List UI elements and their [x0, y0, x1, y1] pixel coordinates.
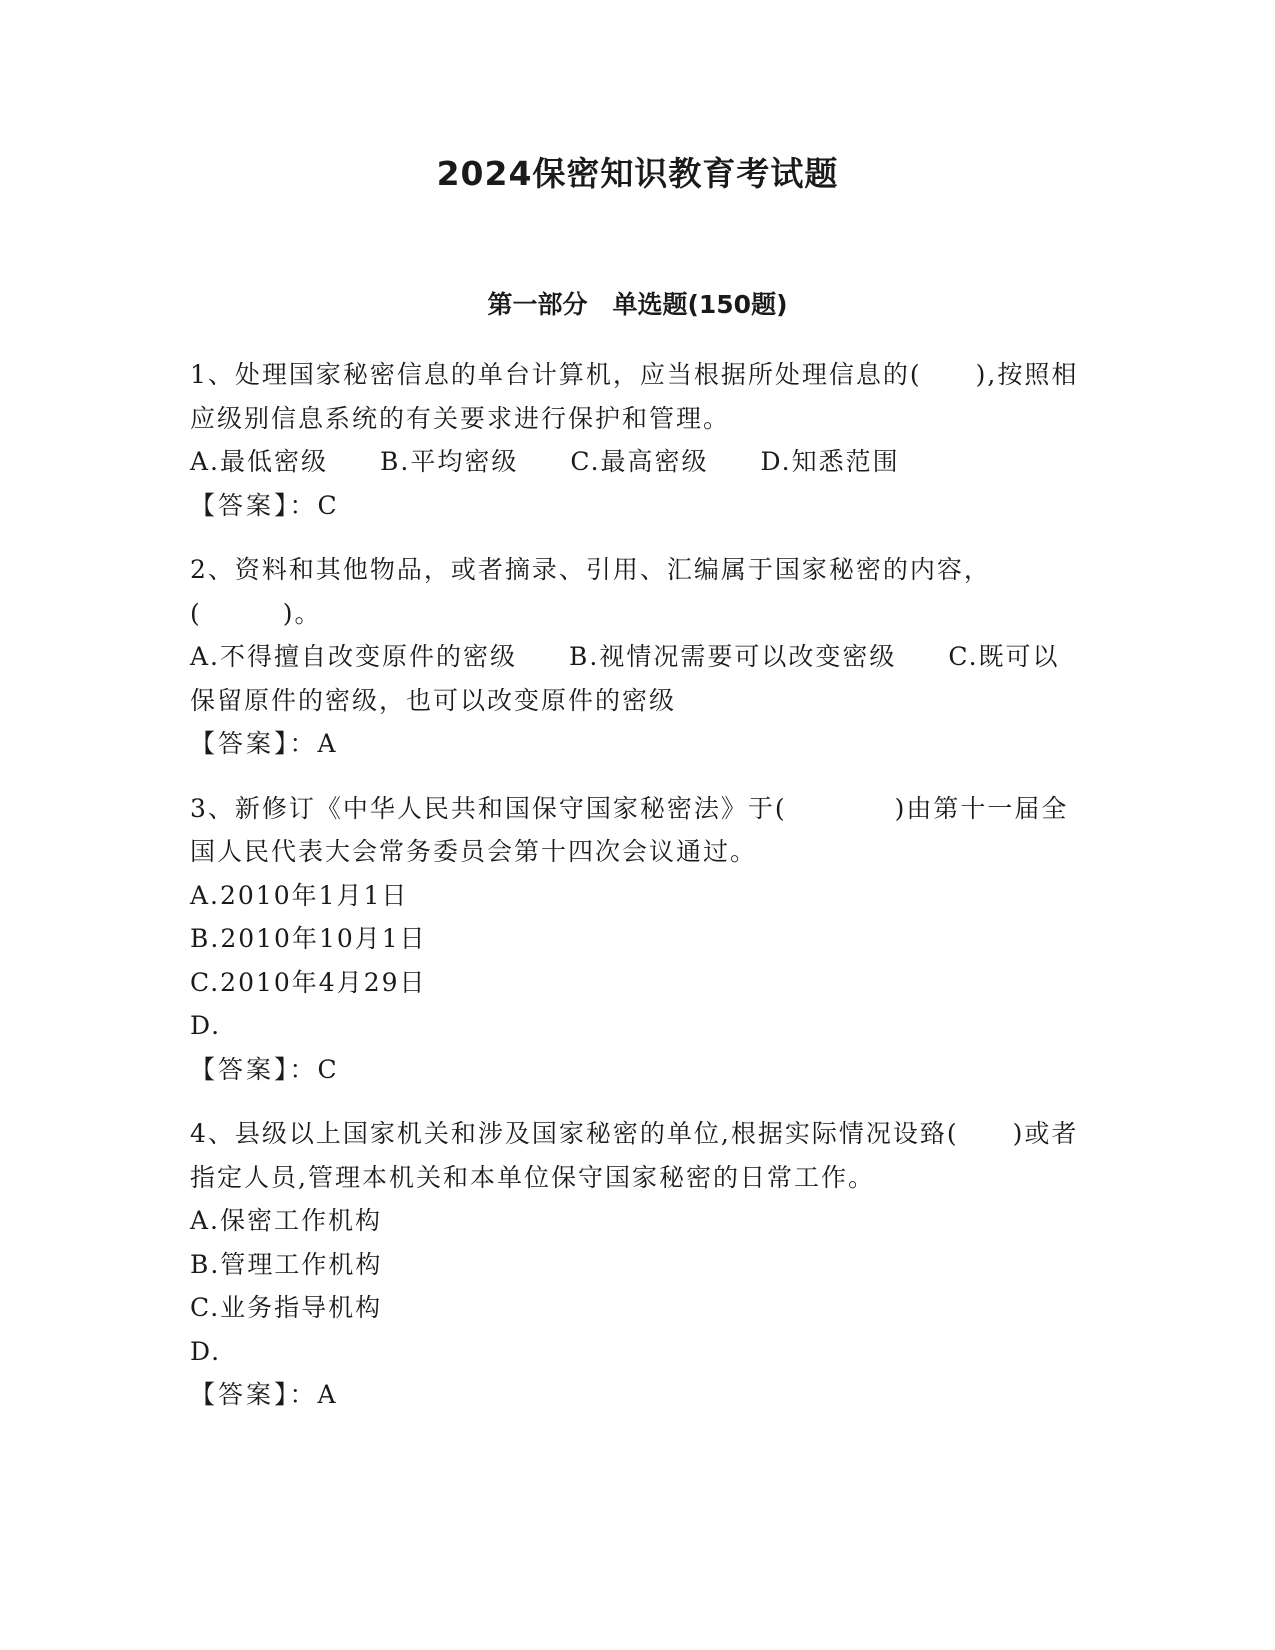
option-a: A.保密工作机构 [190, 1206, 383, 1235]
option-b: B.管理工作机构 [190, 1249, 383, 1279]
option-d: D. [190, 1336, 222, 1366]
option-b: B.2010年10月1日 [190, 924, 427, 953]
section-title: 第一部分 单选题(150题) [487, 290, 788, 319]
answer-label: 【答案】： [190, 1054, 318, 1084]
option-c: C.最高密级 [570, 447, 709, 476]
answer-label: 【答案】： [190, 1380, 318, 1409]
answer-value: A [317, 729, 338, 758]
option-d: D. [190, 1011, 222, 1040]
question-1 [190, 353, 1080, 527]
option-a: A.不得擅自改变原件的密级 [190, 642, 518, 671]
questions-list [190, 353, 1080, 1438]
question-text: 2、资料和其他物品，或者摘录、引用、汇编属于国家秘密的内容，( )。 [190, 555, 991, 628]
option-c: C.业务指导机构 [190, 1293, 383, 1322]
question-2 [190, 548, 1080, 766]
document-title: 2024保密知识教育考试题 [436, 154, 839, 193]
question-3 [190, 787, 1080, 1092]
option-c: C.既可以保留原件的密级，也可以改变原件的密级 [190, 642, 1060, 715]
question-text: 4、县级以上国家机关和涉及国家秘密的单位,根据实际情况设臵( )或者指定人员,管理本机关和本单位保守国家秘密的日常工作。 [190, 1119, 1079, 1192]
options-row [190, 440, 1080, 484]
answer-label: 【答案】： [190, 729, 318, 758]
question-4 [190, 1112, 1080, 1417]
option-a: A.2010年1月1日 [190, 880, 409, 910]
answer-line [190, 1048, 1080, 1092]
answer-line [190, 1373, 1080, 1417]
option-b: B.平均密级 [380, 447, 519, 476]
answer-line [190, 722, 1080, 766]
options-row [190, 635, 1080, 722]
option-b: B.视情况需要可以改变密级 [569, 642, 897, 671]
answer-label: 【答案】： [190, 490, 318, 520]
option-d: D.知悉范围 [760, 447, 900, 476]
option-c: C.2010年4月29日 [190, 967, 427, 997]
question-text: 1、处理国家秘密信息的单台计算机，应当根据所处理信息的( ),按照相应级别信息系统的有关要求进行保护和管理。 [190, 360, 1079, 433]
answer-value: C [317, 490, 339, 520]
option-a: A.最低密级 [190, 447, 329, 476]
answer-value: C [317, 1054, 339, 1084]
question-text: 3、新修订《中华人民共和国保守国家秘密法》于( )由第十一届全国人民代表大会常务委员会第十四次会议通过。 [190, 793, 1069, 866]
answer-line [190, 484, 1080, 528]
answer-value: A [317, 1380, 338, 1409]
